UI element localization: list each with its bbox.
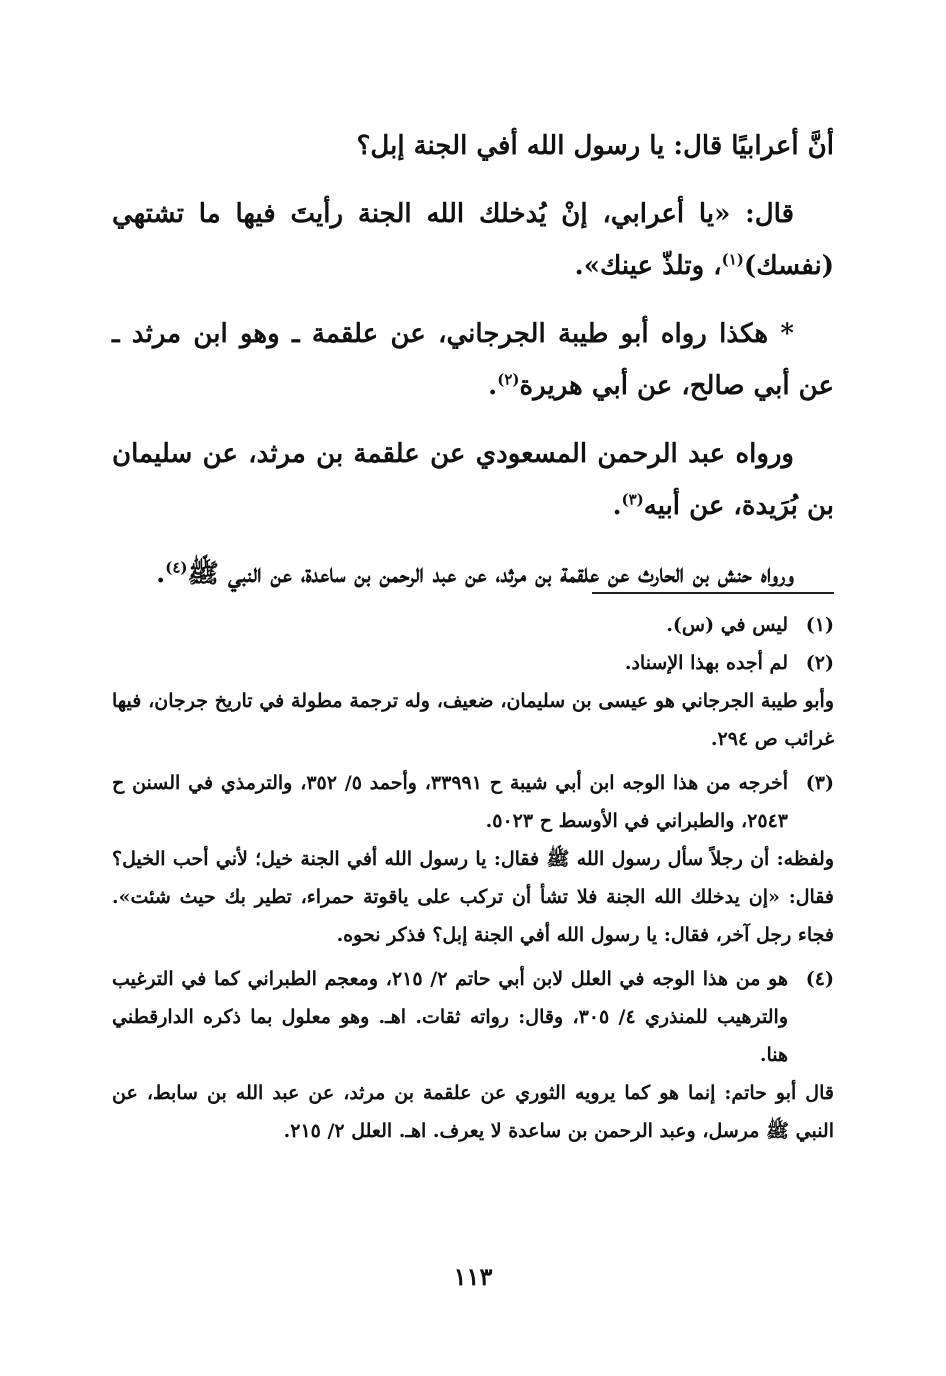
paragraph-5-text: ورواه حنش بن الحارث عن علقمة بن مرثد، عن عبد الرحمن بن ساعدة، عن النبي ﷺ xyxy=(187,559,794,589)
footnote-continuation: وأبو طيبة الجرجاني هو عيسى بن سليمان، ضعيف، وله ترجمة مطولة في تاريخ جرجان، فيها غرائب ص ٢٩٤. xyxy=(112,690,834,750)
footnote-ref-1[interactable]: (١) xyxy=(721,250,744,269)
paragraph-2 xyxy=(112,188,834,292)
footnote-body xyxy=(112,764,788,840)
footnote-2 xyxy=(112,644,834,682)
footnote-text: ليس في (س). xyxy=(666,614,788,636)
paragraph-4 xyxy=(112,428,834,532)
footnote-number: (٤) xyxy=(805,968,834,990)
paragraph-1-text: أنَّ أعرابيًا قال: يا رسول الله أفي الجنة إبل؟ xyxy=(356,131,834,161)
paragraph-4-end: . xyxy=(612,491,622,521)
footnote-body xyxy=(112,606,788,644)
footnote-1 xyxy=(112,606,834,644)
footnote-ref-3[interactable]: (٣) xyxy=(621,490,644,509)
paragraph-4-text: ورواه عبد الرحمن المسعودي عن علقمة بن مرثد، عن سليمان بن بُرَيدة، عن أبيه xyxy=(112,439,834,521)
paragraph-5-end: . xyxy=(156,559,166,589)
footnote-text: هو من هذا الوجه في العلل لابن أبي حاتم ٢/ ٢١٥، ومعجم الطبراني كما في الترغيب والترهيب للمنذري ٤/ ٣٠٥، وقال: رواته ثقات. اهـ. وهو معلول بما ذكره الدارقطني هنا. xyxy=(112,968,788,1066)
footnote-body xyxy=(112,960,788,1074)
paragraph-3 xyxy=(112,308,834,412)
footnote-text: أخرجه من هذا الوجه ابن أبي شيبة ح ٣٣٩٩١، وأحمد ٥/ ٣٥٢، والترمذي في السنن ح ٢٥٤٣، والطبراني في الأوسط ح ٥٠٢٣. xyxy=(112,772,788,832)
paragraph-3-text: * هكذا رواه أبو طيبة الجرجاني، عن علقمة ـ وهو ابن مرثد ـ عن أبي صالح، عن أبي هريرة xyxy=(112,319,834,401)
footnote-number: (١) xyxy=(805,614,834,636)
footnote-ref-2[interactable]: (٢) xyxy=(497,370,520,389)
footnotes xyxy=(112,606,834,1156)
footnote-text: لم أجده بهذا الإسناد. xyxy=(624,652,788,674)
paragraph-2-end: ، وتلذّ عينك». xyxy=(574,251,722,281)
paragraph-1 xyxy=(112,120,834,172)
paragraph-3-end: . xyxy=(488,371,498,401)
main-text xyxy=(112,120,834,616)
footnote-3 xyxy=(112,764,834,840)
footnote-continuation: ولفظه: أن رجلاً سأل رسول الله ﷺ فقال: يا رسول الله أفي الجنة خيل؛ لأني أحب الخيل؟ فقال: «إن يدخلك الله الجنة فلا تشأ أن تركب على ياقوتة حمراء، تطير بك حيث شئت». فجاء رجل آخر، فقال: يا رسول الله أفي الجنة إبل؟ فذكر نحوه. xyxy=(112,848,834,946)
footnote-ref-4[interactable]: (٤) xyxy=(165,558,188,577)
footnote-separator xyxy=(592,592,834,594)
footnote-number: (٢) xyxy=(805,652,834,674)
footnote-body xyxy=(112,644,788,682)
footnote-4 xyxy=(112,960,834,1074)
footnote-number: (٣) xyxy=(805,772,834,794)
footnote-continuation: قال أبو حاتم: إنما هو كما يرويه الثوري عن علقمة بن مرثد، عن عبد الله بن سابط، عن النبي ﷺ مرسل، وعبد الرحمن بن ساعدة لا يعرف. اهـ. العلل ٢/ ٢١٥. xyxy=(112,1082,834,1142)
paragraph-2-text: قال: «يا أعرابي، إنْ يُدخلك الله الجنة رأيتَ فيها ما تشتهي (نفسك) xyxy=(112,199,834,281)
page-number: ١١٣ xyxy=(453,1262,493,1291)
